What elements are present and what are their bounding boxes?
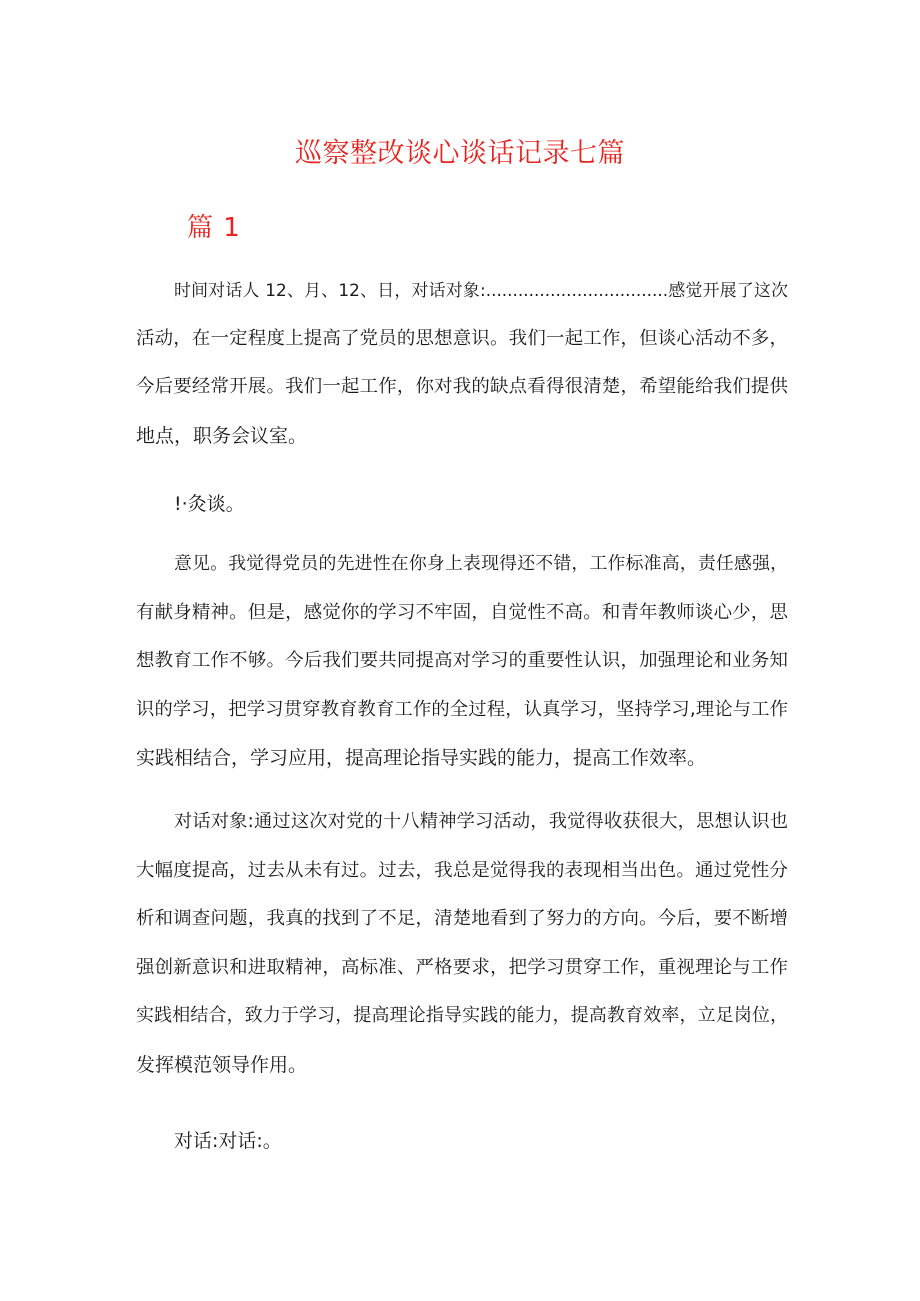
paragraph-line: 意见。我觉得党员的先进性在你身上表现得还不错，工作标准高，责任感强， (174, 553, 788, 574)
paragraph-line: 今后要经常开展。我们一起工作，你对我的缺点看得很清楚，希望能给我们提供 (136, 376, 788, 397)
paragraph-line: 强创新意识和进取精神，高标准、严格要求，把学习贯穿工作，重视理论与工作 (136, 956, 788, 978)
paragraph-line: 对话对象:通过这次对党的十八精神学习活动，我觉得收获很大，思想认识也 (174, 811, 788, 832)
paragraph-line: 对话:对话:。 (174, 1130, 282, 1152)
paragraph-1 (136, 266, 788, 460)
paragraph-line: 想教育工作不够。今后我们要共同提高对学习的重要性认识，加强理论和业务知 (136, 650, 788, 671)
document-title: 巡察整改谈心谈话记录七篇 (295, 138, 625, 169)
paragraph-2 (136, 480, 788, 529)
paragraph-line: 大幅度提高，过去从未有过。过去，我总是觉得我的表现相当出色。通过党性分 (136, 859, 788, 881)
paragraph-line: 析和调查问题，我真的找到了不足，清楚地看到了努力的方向。今后，要不断增 (136, 908, 788, 929)
paragraph-line: 实践相结合，学习应用，提高理论指导实践的能力，提高工作效率。 (136, 747, 707, 769)
paragraph-3 (136, 540, 788, 783)
paragraph-line: 时间对话人 12、月、12、日，对话对象:..................................感觉开展了这次 (174, 280, 788, 300)
paragraph-line: 有献身精神。但是，感觉你的学习不牢固，自觉性不高。和青年教师谈心少，思 (136, 601, 788, 623)
paragraph-line: 实践相结合，致力于学习，提高理论指导实践的能力，提高教育效率，立足岗位， (136, 1005, 788, 1026)
paragraph-line: 识的学习，把学习贯穿教育教育工作的全过程，认真学习，坚持学习,理论与工作 (136, 698, 788, 720)
paragraph-line: 地点，职务会议室。 (136, 424, 308, 447)
paragraph-4 (136, 798, 788, 1089)
section-heading: 篇 1 (187, 213, 241, 243)
paragraph-line: !·灸谈。 (174, 493, 245, 515)
paragraph-5 (136, 1117, 788, 1166)
paragraph-line: 发挥模范领导作用。 (136, 1053, 308, 1076)
paragraph-line: 活动，在一定程度上提高了党员的思想意识。我们一起工作，但谈心活动不多， (136, 327, 788, 349)
